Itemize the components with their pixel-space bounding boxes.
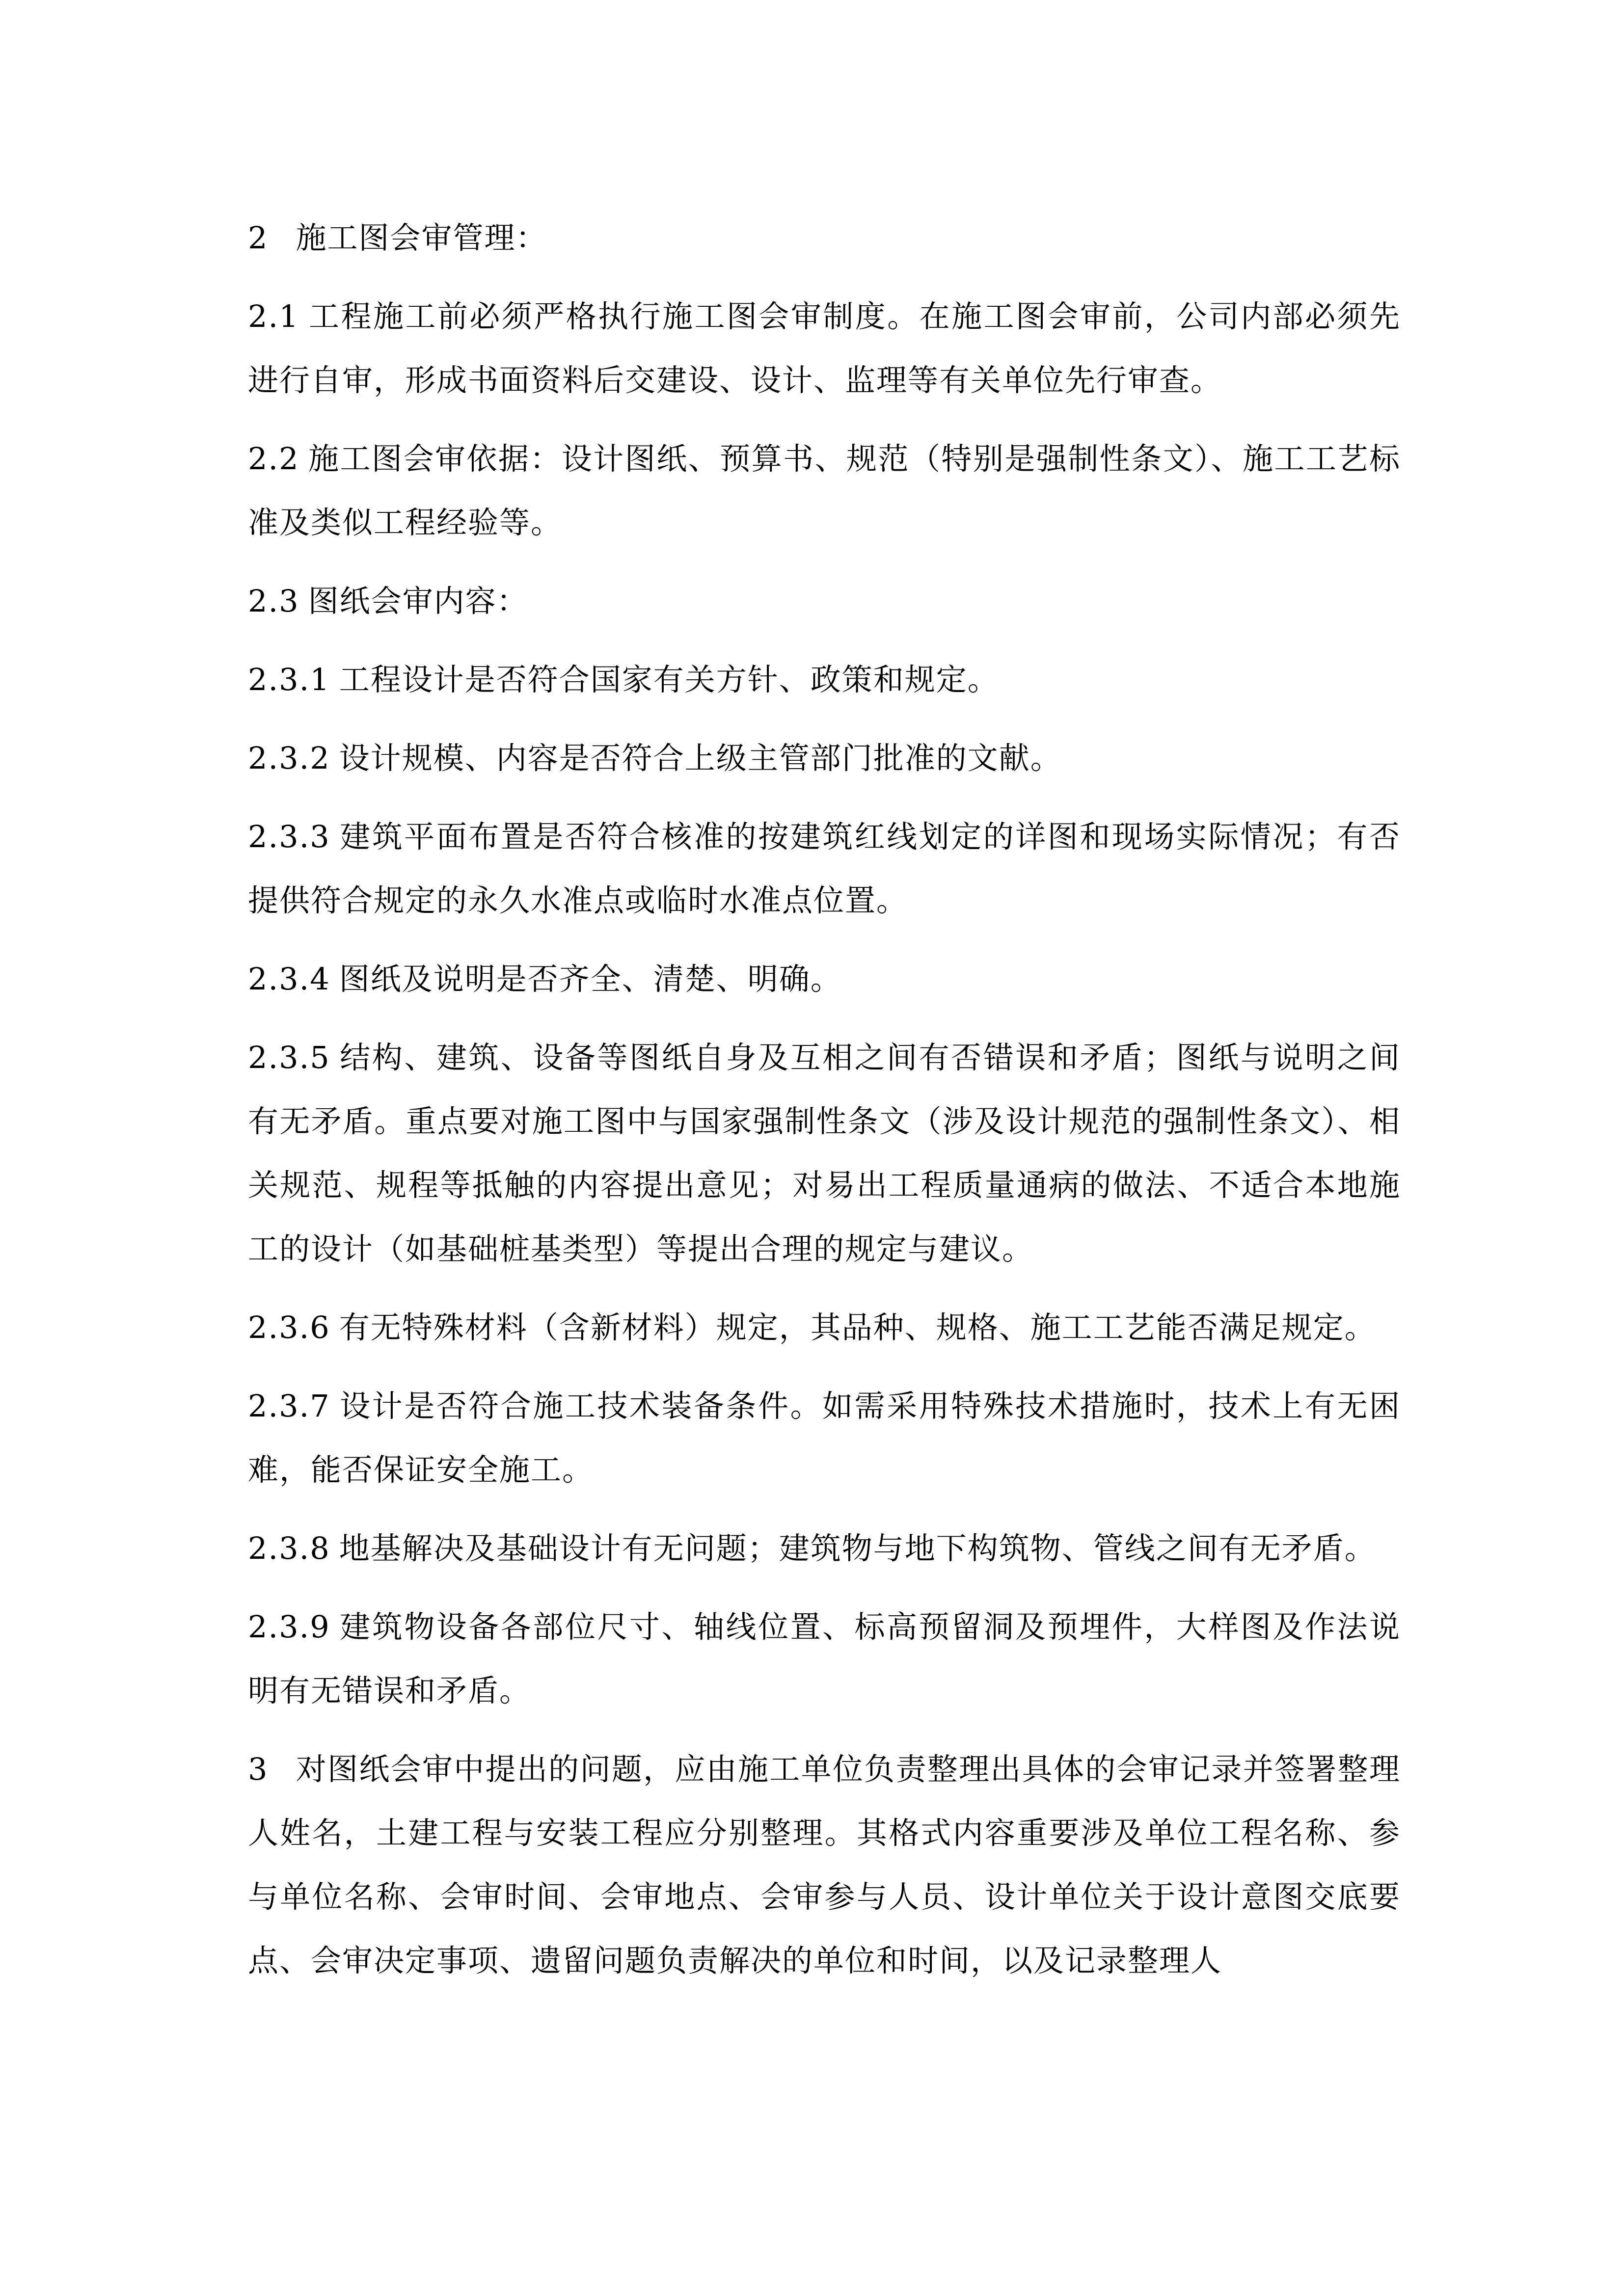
clause-number: 2.3.1 [248, 662, 330, 697]
clause-text: 图纸会审内容： [308, 583, 528, 619]
clause-number: 3 [248, 1751, 269, 1787]
clause-text: 施工图会审管理： [296, 220, 547, 256]
clause-number: 2.3 [248, 583, 299, 619]
clause-number: 2.3.7 [248, 1388, 330, 1424]
clause-number: 2.3.5 [248, 1040, 330, 1075]
clause-text: 设计是否符合施工技术装备条件。如需采用特殊技术措施时，技术上有无困难，能否保证安全施工。 [248, 1388, 1401, 1488]
clause-paragraph [248, 1517, 1401, 1580]
clause-text: 对图纸会审中提出的问题，应由施工单位负责整理出具体的会审记录并签署整理人姓名，土建工程与安装工程应分别整理。其格式内容重要涉及单位工程名称、参与单位名称、会审时间、会审地点、会审参与人员、设计单位关于设计意图交底要点、会审决定事项、遗留问题负责解决的单位和时间，以及记录整理人 [248, 1751, 1401, 1978]
clause-text: 有无特殊材料（含新材料）规定，其品种、规格、施工工艺能否满足规定。 [339, 1309, 1376, 1345]
clause-number: 2.2 [248, 441, 299, 477]
clause-text: 结构、建筑、设备等图纸自身及互相之间有否错误和矛盾；图纸与说明之间有无矛盾。重点要对施工图中与国家强制性条文（涉及设计规范的强制性条文）、相关规范、规程等抵触的内容提出意见；对易出工程质量通病的做法、不适合本地施工的设计（如基础桩基类型）等提出合理的规定与建议。 [248, 1040, 1401, 1267]
clause-text: 地基解决及基础设计有无问题；建筑物与地下构筑物、管线之间有无矛盾。 [339, 1530, 1376, 1566]
clause-number: 2.3.2 [248, 740, 330, 776]
clause-paragraph [248, 285, 1401, 412]
section-heading-paragraph [248, 206, 1401, 270]
clause-number: 2 [248, 220, 269, 256]
section-heading-paragraph [248, 1737, 1401, 1993]
clause-paragraph [248, 805, 1401, 933]
clause-number: 2.3.8 [248, 1530, 330, 1566]
clause-paragraph [248, 1595, 1401, 1723]
clause-paragraph [248, 1026, 1401, 1281]
clause-text: 工程施工前必须严格执行施工图会审制度。在施工图会审前，公司内部必须先进行自审，形成书面资料后交建设、设计、监理等有关单位先行审查。 [248, 298, 1401, 398]
clause-text: 建筑平面布置是否符合核准的按建筑红线划定的详图和现场实际情况；有否提供符合规定的永久水准点或临时水准点位置。 [248, 819, 1401, 918]
clause-number: 2.3.3 [248, 819, 330, 854]
clause-paragraph [248, 569, 1401, 633]
clause-text: 施工图会审依据：设计图纸、预算书、规范（特别是强制性条文）、施工工艺标准及类似工程经验等。 [248, 441, 1401, 540]
clause-number: 2.3.4 [248, 961, 330, 997]
clause-number: 2.1 [248, 298, 299, 334]
clause-text: 设计规模、内容是否符合上级主管部门批准的文献。 [339, 740, 1062, 776]
clause-paragraph [248, 726, 1401, 790]
clause-number: 2.3.6 [248, 1309, 330, 1345]
clause-paragraph [248, 648, 1401, 712]
clause-text: 图纸及说明是否齐全、清楚、明确。 [339, 961, 842, 997]
clause-paragraph [248, 1296, 1401, 1360]
clause-paragraph [248, 1374, 1401, 1502]
clause-text: 建筑物设备各部位尺寸、轴线位置、标高预留洞及预埋件，大样图及作法说明有无错误和矛盾。 [248, 1609, 1401, 1709]
clause-paragraph [248, 947, 1401, 1011]
clause-paragraph [248, 427, 1401, 555]
clause-text: 工程设计是否符合国家有关方针、政策和规定。 [339, 662, 999, 697]
clause-number: 2.3.9 [248, 1609, 330, 1645]
document-body [248, 206, 1401, 2007]
